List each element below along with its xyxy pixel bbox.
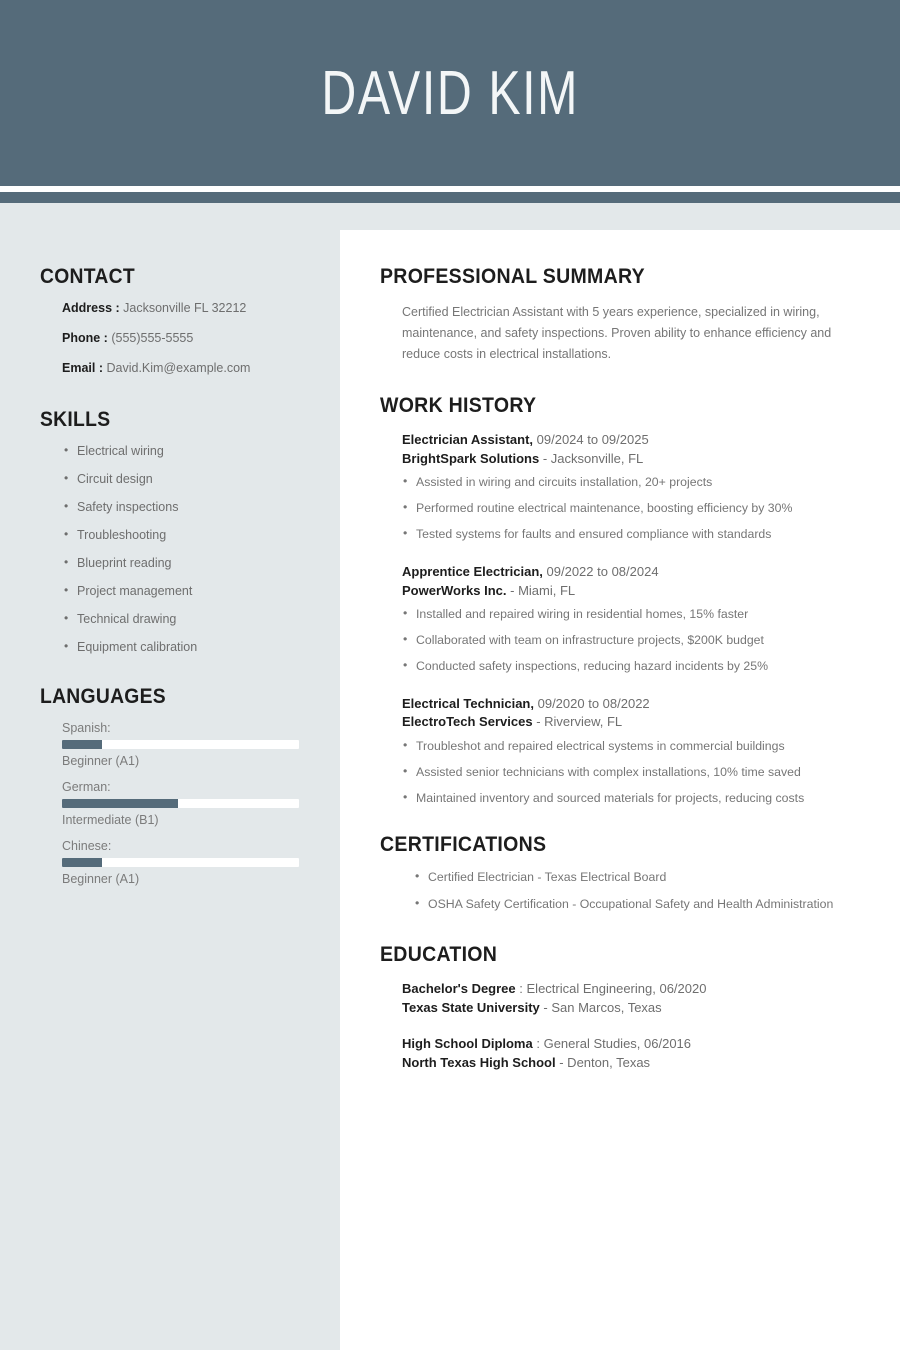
job-title: Apprentice Electrician, [402,564,543,580]
resume-header-banner [0,0,900,186]
education-section [380,943,864,1073]
job-title-line [402,431,864,449]
education-degree: High School Diploma [402,1036,533,1052]
language-level: Beginner (A1) [62,754,140,768]
professional-summary-heading: PROFESSIONAL SUMMARY [380,265,645,288]
education-school: Texas State University [402,999,540,1015]
certifications-section [380,833,864,913]
education-entry [402,980,864,1018]
contact-address-row [62,301,306,316]
list-item: • Assisted senior technicians with complex installations, 10% time saved [402,765,864,781]
language-proficiency-track [62,740,299,749]
skills-list [62,444,306,655]
education-degree-detail: : General Studies, 06/2016 [536,1036,692,1052]
job-bullet-list [402,607,864,675]
job-dates: 09/2024 to 09/2025 [536,432,649,448]
language-name: Chinese: [62,839,112,853]
professional-summary-section [380,265,864,364]
job-company-line [402,450,864,468]
language-proficiency-track [62,799,299,808]
work-history-entry [402,431,864,543]
job-location: - Jacksonville, FL [542,450,644,466]
job-company-line [402,713,864,731]
job-title-line [402,563,864,581]
contact-phone-value: (555)555-5555 [111,331,194,345]
contact-list [62,301,306,376]
list-item: • Troubleshot and repaired electrical systems in commercial buildings [402,739,864,755]
list-item: • Performed routine electrical maintenance, boosting efficiency by 30% [402,501,864,517]
contact-email-value: David.Kim@example.com [106,361,251,375]
languages-list [62,721,306,886]
job-location: - Riverview, FL [536,714,623,730]
job-company: PowerWorks Inc. [402,582,507,598]
skills-section [40,408,306,655]
list-item: • Maintained inventory and sourced materials for projects, reducing costs [402,791,864,807]
list-item: • OSHA Safety Certification - Occupational Safety and Health Administration [414,897,864,913]
work-history-heading: WORK HISTORY [380,394,537,418]
contact-section [40,265,306,376]
contact-phone-label: Phone : [62,331,108,345]
education-school: North Texas High School [402,1055,556,1071]
education-school-line [402,999,864,1018]
job-dates: 09/2022 to 08/2024 [546,564,659,580]
language-item-spanish [62,721,306,768]
contact-heading: CONTACT [40,265,135,288]
language-item-german [62,780,306,827]
language-proficiency-fill [62,858,102,867]
job-location: - Miami, FL [510,582,576,598]
job-bullet-list [402,475,864,543]
contact-email-label: Email : [62,361,103,375]
language-name: Spanish: [62,721,111,735]
education-heading: EDUCATION [380,942,498,966]
contact-phone-row [62,331,306,346]
job-bullet-list [402,739,864,807]
language-level: Beginner (A1) [62,872,140,886]
list-item: • Blueprint reading [62,556,306,571]
education-degree-line [402,980,864,999]
language-proficiency-fill [62,799,178,808]
education-degree-line [402,1035,864,1054]
list-item: • Equipment calibration [62,640,306,655]
job-title: Electrician Assistant, [402,432,534,448]
job-company: BrightSpark Solutions [402,450,540,466]
list-item: • Troubleshooting [62,528,306,543]
languages-section [40,685,306,886]
job-title: Electrical Technician, [402,695,534,711]
education-entry [402,1035,864,1073]
job-company-line [402,582,864,600]
header-accent-rule [0,192,900,203]
education-location: - San Marcos, Texas [543,999,662,1015]
page-title: DAVID KIM [321,58,579,128]
language-name: German: [62,780,111,794]
language-level: Intermediate (B1) [62,813,159,827]
work-history-entry [402,695,864,807]
list-item: • Installed and repaired wiring in residential homes, 15% faster [402,607,864,623]
list-item: • Certified Electrician - Texas Electrical Board [414,870,864,886]
list-item: • Safety inspections [62,500,306,515]
education-degree: Bachelor's Degree [402,980,516,996]
list-item: • Tested systems for faults and ensured compliance with standards [402,527,864,543]
certifications-heading: CERTIFICATIONS [380,832,547,856]
contact-address-value: Jacksonville FL 32212 [123,301,247,315]
certifications-list [414,870,864,913]
list-item: • Electrical wiring [62,444,306,459]
language-proficiency-track [62,858,299,867]
job-dates: 09/2020 to 08/2022 [537,695,650,711]
skills-heading: SKILLS [40,408,111,431]
list-item: • Conducted safety inspections, reducing hazard incidents by 25% [402,659,864,675]
education-school-line [402,1054,864,1073]
language-proficiency-fill [62,740,102,749]
contact-address-label: Address : [62,301,120,315]
sidebar-column [0,203,340,1350]
professional-summary-text: Certified Electrician Assistant with 5 years experience, specialized in wiring, maintenance, and safety inspections. Proven ability to enhance efficiency and reduce costs in electrical installations. [402,305,832,361]
job-title-line [402,695,864,713]
work-history-entry [402,563,864,675]
list-item: • Collaborated with team on infrastructure projects, $200K budget [402,633,864,649]
list-item: • Circuit design [62,472,306,487]
job-company: ElectroTech Services [402,714,533,730]
language-item-chinese [62,839,306,886]
education-degree-detail: : Electrical Engineering, 06/2020 [519,980,707,996]
list-item: • Technical drawing [62,612,306,627]
list-item: • Project management [62,584,306,599]
main-column [340,230,900,1350]
list-item: • Assisted in wiring and circuits installation, 20+ projects [402,475,864,491]
work-history-section [380,394,864,807]
education-location: - Denton, Texas [559,1055,651,1071]
contact-email-row [62,361,306,376]
languages-heading: LANGUAGES [40,685,166,708]
